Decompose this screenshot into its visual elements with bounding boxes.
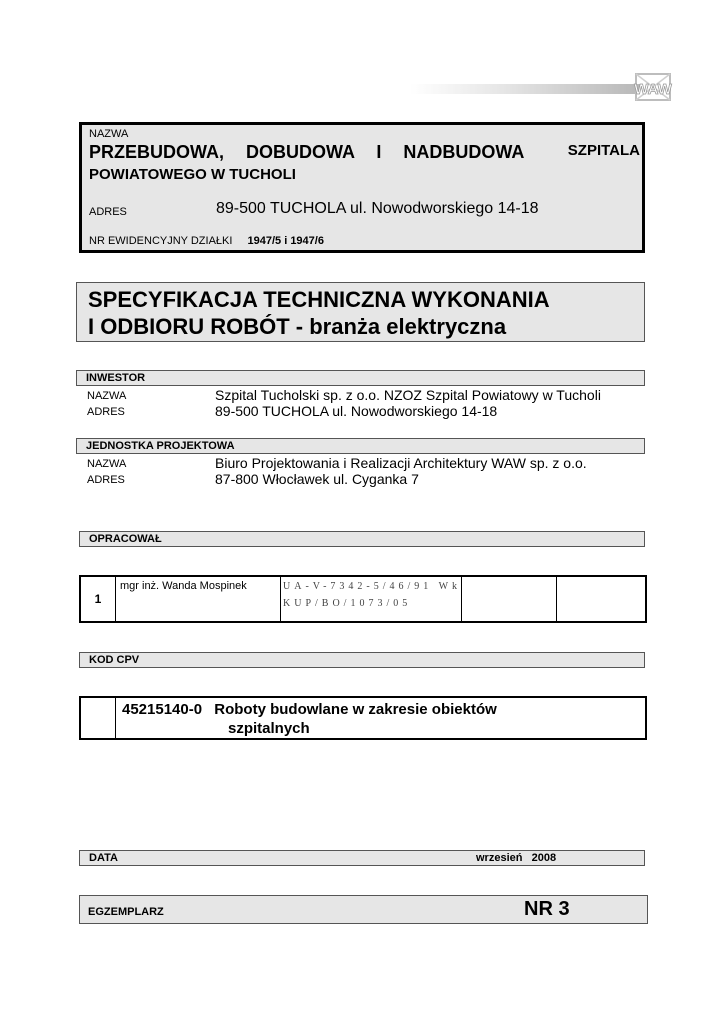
author-number: 1 [80, 576, 116, 622]
cpv-content [116, 697, 647, 739]
license-line2: KUP/BO/1073/05 [283, 598, 412, 609]
author-name: mgr inż. Wanda Mospinek [116, 576, 281, 622]
parcel-label: NR EWIDENCYJNY DZIAŁKI 1947/5 i 1947/6 [89, 235, 324, 247]
cpv-desc-line2: szpitalnych [228, 720, 310, 737]
waw-logo [628, 72, 678, 102]
cpv-heading: KOD CPV [79, 652, 645, 668]
date-value: wrzesień 2008 [476, 852, 557, 864]
cpv-table [79, 696, 647, 740]
copy-box [79, 895, 648, 924]
name-label: NAZWA [89, 128, 129, 140]
cpv-desc-line1: Roboty budowlane w zakresie obiektów [214, 701, 497, 718]
signature-cell [462, 576, 557, 622]
date-label: DATA [89, 852, 118, 864]
copy-label: EGZEMPLARZ [88, 906, 164, 918]
parcel-value: 1947/5 i 1947/6 [247, 235, 324, 247]
copy-value: NR 3 [524, 898, 570, 920]
designer-address-value: 87-800 Włocławek ul. Cyganka 7 [215, 471, 419, 487]
svg-text:WAW: WAW [634, 81, 672, 98]
investor-address-value: 89-500 TUCHOLA ul. Nowodworskiego 14-18 [215, 403, 498, 419]
investor-name-value: Szpital Tucholski sp. z o.o. NZOZ Szpital Powiatowy w Tucholi [215, 387, 601, 403]
designer-name-value: Biuro Projektowania i Realizacji Architektury WAW sp. z o.o. [215, 455, 587, 471]
document-title-box [76, 282, 645, 342]
header-gradient-bar [410, 84, 640, 94]
prepared-heading: OPRACOWAŁ [79, 531, 645, 547]
authors-table [79, 575, 647, 623]
date-bar [79, 850, 645, 866]
investor-name-label: NAZWA [87, 390, 127, 402]
empty-cell [557, 576, 646, 622]
license-line1: UA-V-7342-5/46/91 Wk [283, 581, 462, 592]
cpv-code: 45215140-0 [122, 701, 203, 718]
title-line2: I ODBIORU ROBÓT - branża elektryczna [88, 314, 507, 339]
designer-address-label: ADRES [87, 474, 125, 486]
project-header-box [79, 122, 645, 253]
title-line1: SPECYFIKACJA TECHNICZNA WYKONANIA [88, 287, 550, 312]
designer-name-label: NAZWA [87, 458, 127, 470]
author-license [281, 576, 462, 622]
table-row [80, 576, 646, 622]
table-row [80, 697, 646, 739]
investor-address-label: ADRES [87, 406, 125, 418]
project-name-line1: PRZEBUDOWA, DOBUDOWA I NADBUDOWA SZPITALA [89, 142, 640, 162]
designer-heading: JEDNOSTKA PROJEKTOWA [76, 438, 645, 454]
cpv-empty-cell [80, 697, 116, 739]
investor-heading: INWESTOR [76, 370, 645, 386]
project-name-line2: POWIATOWEGO W TUCHOLI [89, 166, 296, 183]
address-value: 89-500 TUCHOLA ul. Nowodworskiego 14-18 [216, 200, 539, 217]
address-label: ADRES [89, 206, 127, 218]
